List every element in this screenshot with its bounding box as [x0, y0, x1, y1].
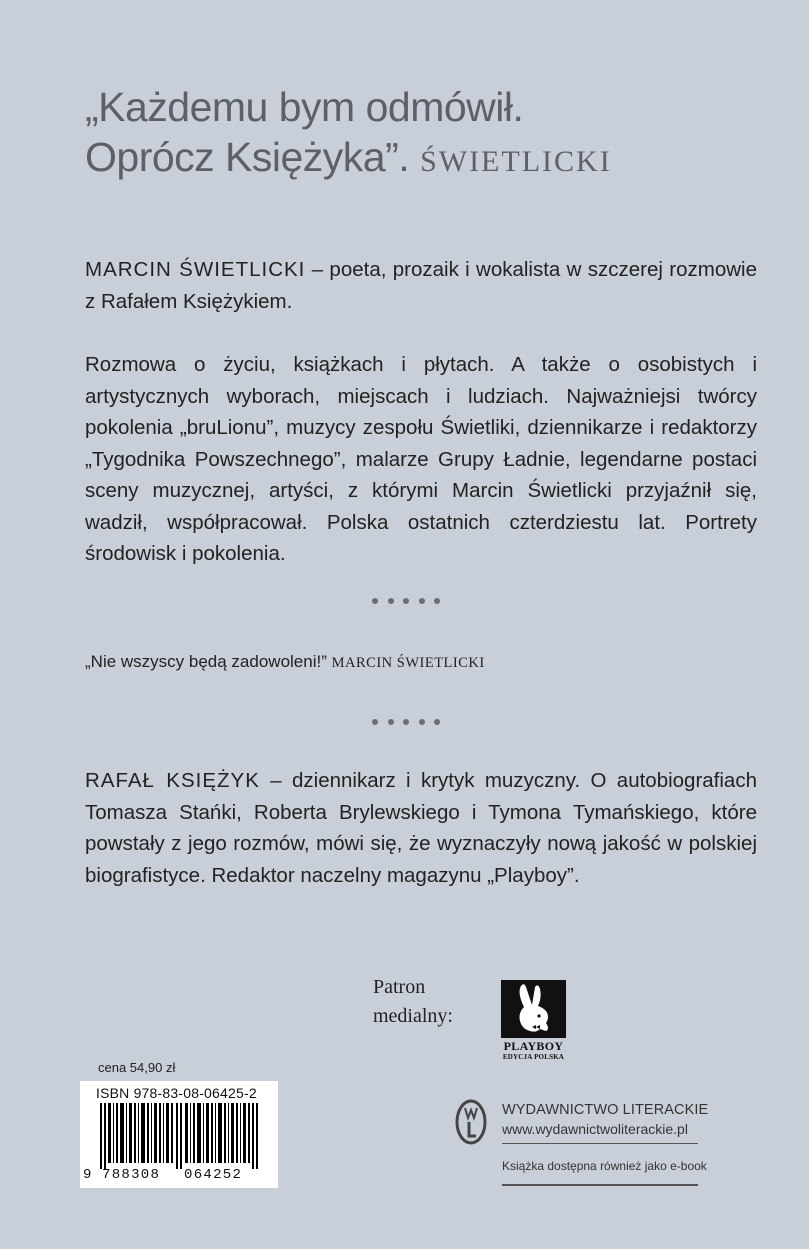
small-quote [85, 650, 765, 675]
playboy-wordmark [497, 1040, 570, 1062]
headline-quote [85, 82, 765, 187]
playboy-bunny-icon [512, 983, 556, 1035]
dot [388, 598, 394, 604]
dot [372, 719, 378, 725]
ean-left-digits: 788308 [102, 1167, 161, 1183]
small-quote-text: „Nie wszyscy będą zadowoleni!” [85, 652, 327, 671]
playboy-edition: EDYCJA POLSKA [502, 1053, 565, 1061]
media-patron-label [373, 973, 453, 1031]
small-quote-author: MARCIN ŚWIETLICKI [331, 655, 485, 671]
barcode-box [80, 1081, 278, 1188]
publisher-divider-2 [502, 1184, 698, 1186]
headline-author: ŚWIETLICKI [420, 145, 612, 178]
price-label: cena 54,90 zł [98, 1060, 176, 1075]
dot [434, 598, 440, 604]
author-bio-paragraph [85, 765, 757, 891]
patron-line-1: Patron [373, 976, 426, 998]
intro-text: – poeta, prozaik i wokalista w szczerej rozmowie z Rafałem Księżykiem. [85, 258, 757, 313]
description-paragraph: Rozmowa o życiu, książkach i płytach. A także o osobistych i artystycznych wyborach, miejscach i ludziach. Najważniejsi twórcy pokolenia „bruLionu”, muzycy zespołu Świetliki, dziennikarze i redaktorzy „Tygodnika Powszechnego”, malarze Grupy Ładnie, legendarne postaci sceny muzycznej, artyści, z którymi Marcin Świetlicki przyjaźnił się, wadził, współpracował. Polska ostatnich czterdziestu lat. Portrety środowisk i pokolenia. [85, 353, 757, 565]
separator-dots-1 [372, 597, 440, 605]
dot [419, 719, 425, 725]
ean-first-digit: 9 [83, 1167, 92, 1183]
playboy-name: PLAYBOY [503, 1039, 564, 1053]
headline-line-1: „Każdemu bym odmówił. [85, 84, 524, 130]
dot [388, 719, 394, 725]
dot [419, 598, 425, 604]
author-bio-name: RAFAŁ KSIĘŻYK [85, 769, 260, 792]
publisher-logo-icon [453, 1098, 489, 1146]
ean-right-digits: 064252 [184, 1167, 243, 1183]
dot [434, 719, 440, 725]
dot [372, 598, 378, 604]
headline-line-2-text: Oprócz Księżyka”. [85, 134, 410, 180]
author-bio-text: – dziennikarz i krytyk muzyczny. O autobiografiach Tomasza Stańki, Roberta Brylewskiego i Tymona Tymańskiego, które powstały z jego rozmów, mówi się, że wyznaczyły nową jakość w polskiej biografistyce. Redaktor naczelny magazynu „Playboy”. [85, 769, 757, 887]
separator-dots-2 [372, 718, 440, 726]
publisher-name: WYDAWNICTWO LITERACKIE [502, 1102, 709, 1118]
isbn-number: ISBN 978-83-08-06425-2 [96, 1085, 257, 1101]
dot [403, 719, 409, 725]
publisher-url: www.wydawnictwoliterackie.pl [502, 1121, 688, 1137]
dot [403, 598, 409, 604]
ebook-note: Książka dostępna również jako e-book [502, 1159, 707, 1173]
publisher-divider-1 [502, 1143, 698, 1144]
playboy-logo [501, 980, 566, 1038]
intro-paragraph [85, 254, 757, 317]
intro-name: MARCIN ŚWIETLICKI [85, 258, 306, 281]
barcode-image [90, 1103, 274, 1169]
headline-line-2 [85, 132, 765, 187]
patron-line-2: medialny: [373, 1005, 453, 1027]
